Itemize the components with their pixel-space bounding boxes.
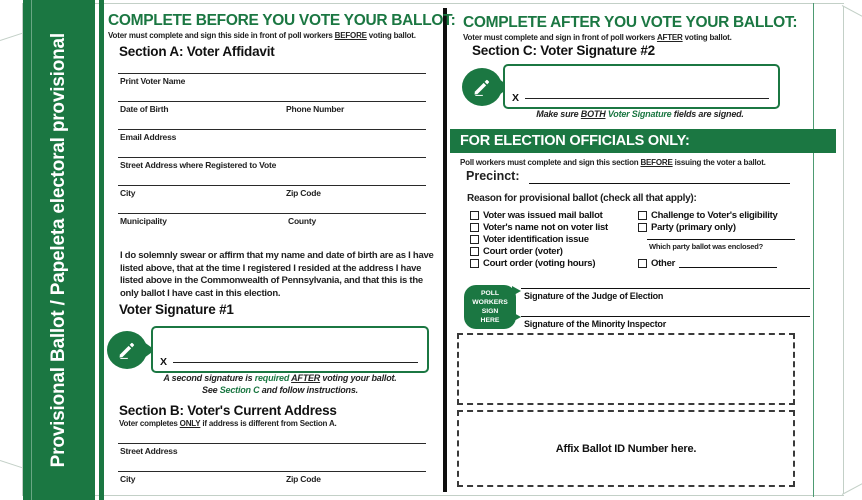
field-label-city: City xyxy=(120,188,136,198)
checkbox-row-mail-ballot: Voter was issued mail ballot xyxy=(470,210,603,221)
writing-hand-icon xyxy=(462,68,502,106)
checkbox-row-other: Other xyxy=(638,258,675,269)
checkbox-party[interactable] xyxy=(638,223,647,232)
right-column-subtitle: Voter must complete and sign in front of poll workers AFTER voting ballot. xyxy=(463,33,732,42)
checkbox-row-name-not-on-list: Voter's name not on voter list xyxy=(470,222,608,233)
sidebar-title: Provisional Ballot / Papeleta electoral provisional xyxy=(48,32,69,468)
affidavit-text: I do solemnly swear or affirm that my name and date of birth are as I have listed above, that at the time I registered I resided at the address I have listed above in the Commonwealth of Pennsylvania, and that this is the only ballot I have cast in this election. xyxy=(120,250,434,299)
signature-line xyxy=(525,98,769,99)
field-line-print-voter-name[interactable] xyxy=(118,73,426,74)
section-b-title: Section B: Voter's Current Address xyxy=(119,403,337,418)
voter-signature-1-box[interactable] xyxy=(151,326,429,373)
checkbox-name-not-on-list[interactable] xyxy=(470,223,479,232)
note-line-1: A second signature is required AFTER voting your ballot. xyxy=(163,373,397,383)
field-label-email-address: Email Address xyxy=(120,132,177,142)
badge-pointer xyxy=(512,312,521,322)
inspector-signature-line[interactable] xyxy=(521,316,810,317)
field-label-municipality: Municipality xyxy=(120,216,167,226)
section-b-subtitle: Voter completes ONLY if address is different from Section A. xyxy=(119,419,337,428)
ballot-id-empty-area xyxy=(457,333,795,405)
party-write-in-line[interactable] xyxy=(647,239,795,240)
checkbox-row-challenge: Challenge to Voter's eligibility xyxy=(638,210,778,221)
note-line-2: See Section C and follow instructions. xyxy=(202,384,358,395)
envelope-right-edge xyxy=(843,6,844,494)
section-c-title: Section C: Voter Signature #2 xyxy=(472,43,655,58)
checkbox-id-issue[interactable] xyxy=(470,235,479,244)
inspector-signature-label: Signature of the Minority Inspector xyxy=(524,319,667,329)
make-sure-note: Make sure BOTH Voter Signature fields are signed. xyxy=(536,109,744,119)
party-question-label: Which party ballot was enclosed? xyxy=(649,242,764,251)
left-column-title: COMPLETE BEFORE YOU VOTE YOUR BALLOT: xyxy=(108,12,456,29)
field-line-dob-phone[interactable] xyxy=(118,101,426,102)
field-label-current-zip: Zip Code xyxy=(286,474,321,484)
checkbox-other[interactable] xyxy=(638,259,647,268)
field-label-current-street: Street Address xyxy=(120,446,178,456)
left-column-subtitle: Voter must complete and sign this side in front of poll workers BEFORE voting ballot. xyxy=(108,31,416,40)
field-line-municipality-county[interactable] xyxy=(118,213,426,214)
sidebar-accent-strip xyxy=(99,0,104,500)
field-line-city-zip[interactable] xyxy=(118,185,426,186)
checkbox-row-id-issue: Voter identification issue xyxy=(470,234,589,245)
field-label-date-of-birth: Date of Birth xyxy=(120,104,169,114)
sidebar-fold-line xyxy=(31,0,32,500)
precinct-label: Precinct: xyxy=(466,169,520,183)
field-line-current-street[interactable] xyxy=(118,443,426,444)
judge-signature-label: Signature of the Judge of Election xyxy=(524,291,664,301)
envelope-fold-line xyxy=(842,483,862,495)
checkbox-challenge[interactable] xyxy=(638,211,647,220)
field-label-zip-code: Zip Code xyxy=(286,188,321,198)
sidebar xyxy=(23,0,95,500)
center-divider xyxy=(443,8,447,492)
officials-banner: FOR ELECTION OFFICIALS ONLY: xyxy=(450,129,836,153)
badge-pointer xyxy=(512,286,521,296)
envelope-bottom-edge xyxy=(22,495,844,496)
envelope-top-edge xyxy=(22,3,844,4)
field-label-print-voter-name: Print Voter Name xyxy=(120,76,186,86)
field-label-current-city: City xyxy=(120,474,136,484)
envelope-fold-line xyxy=(0,460,23,468)
checkbox-court-order-voter[interactable] xyxy=(470,247,479,256)
affix-ballot-id-box[interactable] xyxy=(457,410,795,487)
pen-glyph xyxy=(472,77,492,97)
checkbox-court-order-hours[interactable] xyxy=(470,259,479,268)
second-signature-note xyxy=(130,373,430,396)
signature-line xyxy=(173,362,418,363)
affix-ballot-id-label: Affix Ballot ID Number here. xyxy=(555,442,697,455)
envelope-fold-line xyxy=(842,5,862,17)
officials-subtitle: Poll workers must complete and sign this section BEFORE issuing the voter a ballot. xyxy=(460,158,766,167)
reason-label: Reason for provisional ballot (check all that apply): xyxy=(467,193,697,204)
checkbox-row-court-order-voter: Court order (voter) xyxy=(470,246,563,257)
field-line-email[interactable] xyxy=(118,129,426,130)
precinct-line[interactable] xyxy=(529,183,790,184)
checkbox-row-party: Party (primary only) xyxy=(638,222,736,233)
signature-x-label: X xyxy=(512,92,520,104)
right-column-title: COMPLETE AFTER YOU VOTE YOUR BALLOT: xyxy=(463,14,798,31)
poll-workers-sign-here-badge: POLL WORKERS SIGN HERE xyxy=(464,285,516,329)
envelope-fold-line xyxy=(0,33,23,41)
checkbox-row-court-order-hours: Court order (voting hours) xyxy=(470,258,595,269)
checkbox-mail-ballot[interactable] xyxy=(470,211,479,220)
pen-glyph xyxy=(117,340,137,360)
field-label-phone-number: Phone Number xyxy=(286,104,345,114)
field-line-current-city-zip[interactable] xyxy=(118,471,426,472)
field-label-county: County xyxy=(288,216,317,226)
field-line-street-registered[interactable] xyxy=(118,157,426,158)
voter-signature-2-box[interactable] xyxy=(503,64,780,109)
judge-signature-line[interactable] xyxy=(521,288,810,289)
right-fold-line xyxy=(813,3,814,497)
signature-x-label: X xyxy=(160,356,168,368)
field-label-street-registered: Street Address where Registered to Vote xyxy=(120,160,277,170)
writing-hand-icon xyxy=(107,331,147,369)
section-a-title: Section A: Voter Affidavit xyxy=(119,44,275,59)
other-write-in-line[interactable] xyxy=(679,267,777,268)
voter-signature-1-title: Voter Signature #1 xyxy=(119,302,234,317)
